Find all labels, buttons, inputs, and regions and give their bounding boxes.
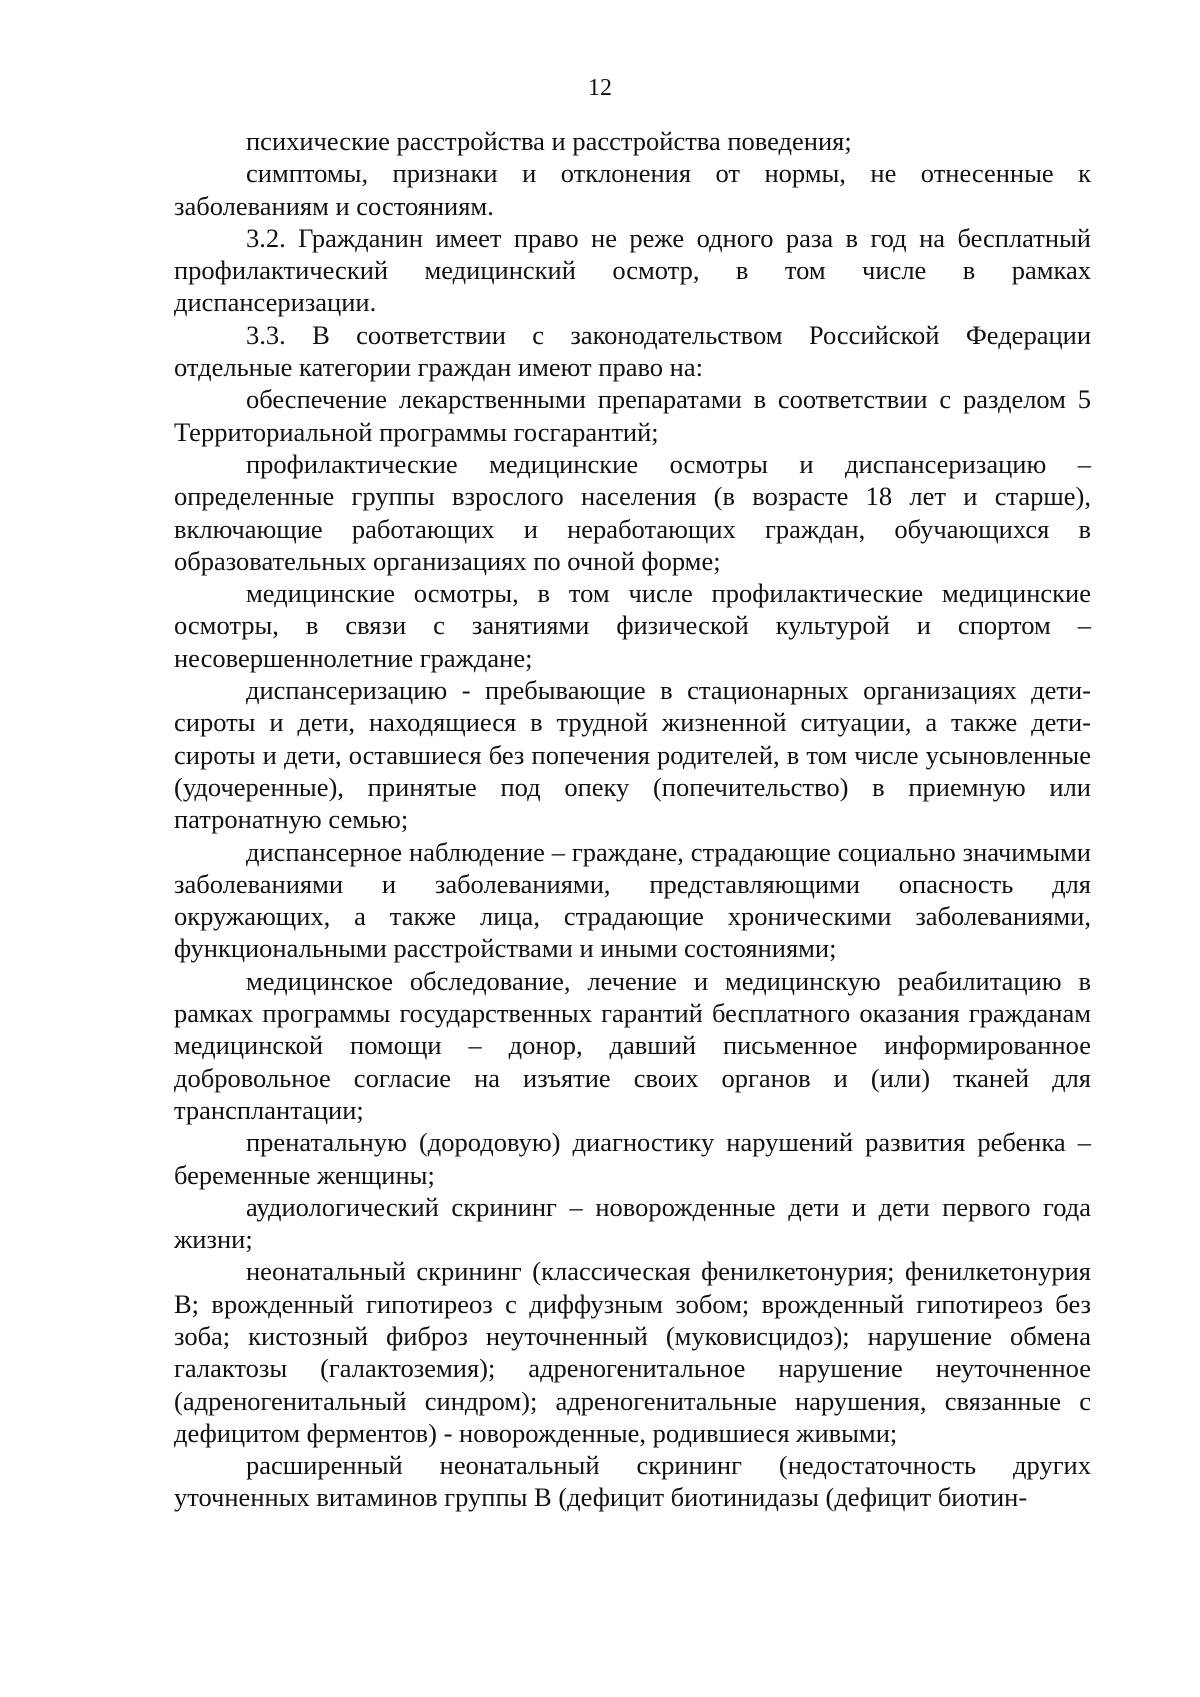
paragraph: симптомы, признаки и отклонения от нормы, не отнесенные к заболеваниям и состояниям. [174,158,1091,221]
paragraph: психические расстройства и расстройства поведения; [246,126,852,156]
paragraph: диспансерное наблюдение – граждане, страдающие социально значимыми заболеваниями и заболеваниями, представляющими опасность для окружающих, а также лица, страдающие хроническими заболеваниями, функциональными расстройствами и иными состояниями; [174,836,1091,964]
paragraph: 3.2. Гражданин имеет право не реже одного раза в год на бесплатный профилактический медицинский осмотр, в том числе в рамках диспансеризации. [174,222,1091,318]
paragraph: 3.3. В соответствии с законодательством Российской Федерации отдельные категории граждан имеют право на: [174,319,1091,383]
paragraph: медицинское обследование, лечение и медицинскую реабилитацию в рамках программы государственных гарантий бесплатного оказания гражданам медицинской помощи – донор, давший письменное информированное добровольное согласие на изъятие своих органов и (или) тканей для трансплантации; [174,965,1091,1125]
paragraph: пренатальную (дородовую) диагностику нарушений развития ребенка – беременные женщины; [174,1127,1091,1190]
document-body [174,125,1091,1514]
paragraph: профилактические медицинские осмотры и диспансеризацию – определенные группы взрослого населения (в возрасте 18 лет и старше), включающие работающих и неработающих граждан, обучающихся в образовательных организациях по очной форме; [174,448,1091,576]
paragraph: неонатальный скрининг (классическая фенилкетонурия; фенилкетонурия B; врожденный гипотиреоз с диффузным зобом; врожденный гипотиреоз без зоба; кистозный фиброз неуточненный (муковисцидоз); нарушение обмена галактозы (галактоземия); адреногенитальное нарушение неуточненное (адреногенитальный синдром); адреногенитальные нарушения, связанные с дефицитом ферментов) - новорожденные, родившиеся живыми; [174,1256,1091,1448]
page-number: 12 [588,75,612,101]
paragraph: диспансеризацию - пребывающие в стационарных организациях дети-сироты и дети, находящиеся в трудной жизненной ситуации, а также дети-сироты и дети, оставшиеся без попечения родителей, в том числе усыновленные (удочеренные), принятые под опеку (попечительство) в приемную или патронатную семью; [174,675,1091,835]
paragraph: аудиологический скрининг – новорожденные дети и дети первого года жизни; [174,1191,1091,1255]
paragraph: расширенный неонатальный скрининг (недостаточность других уточненных витаминов группы В (дефицит биотинидазы (дефицит биотин- [174,1450,1091,1513]
paragraph: обеспечение лекарственными препаратами в соответствии с разделом 5 Территориальной программы госгарантий; [174,384,1091,447]
paragraph: медицинские осмотры, в том числе профилактические медицинские осмотры, в связи с занятиями физической культурой и спортом – несовершеннолетние граждане; [174,578,1091,673]
